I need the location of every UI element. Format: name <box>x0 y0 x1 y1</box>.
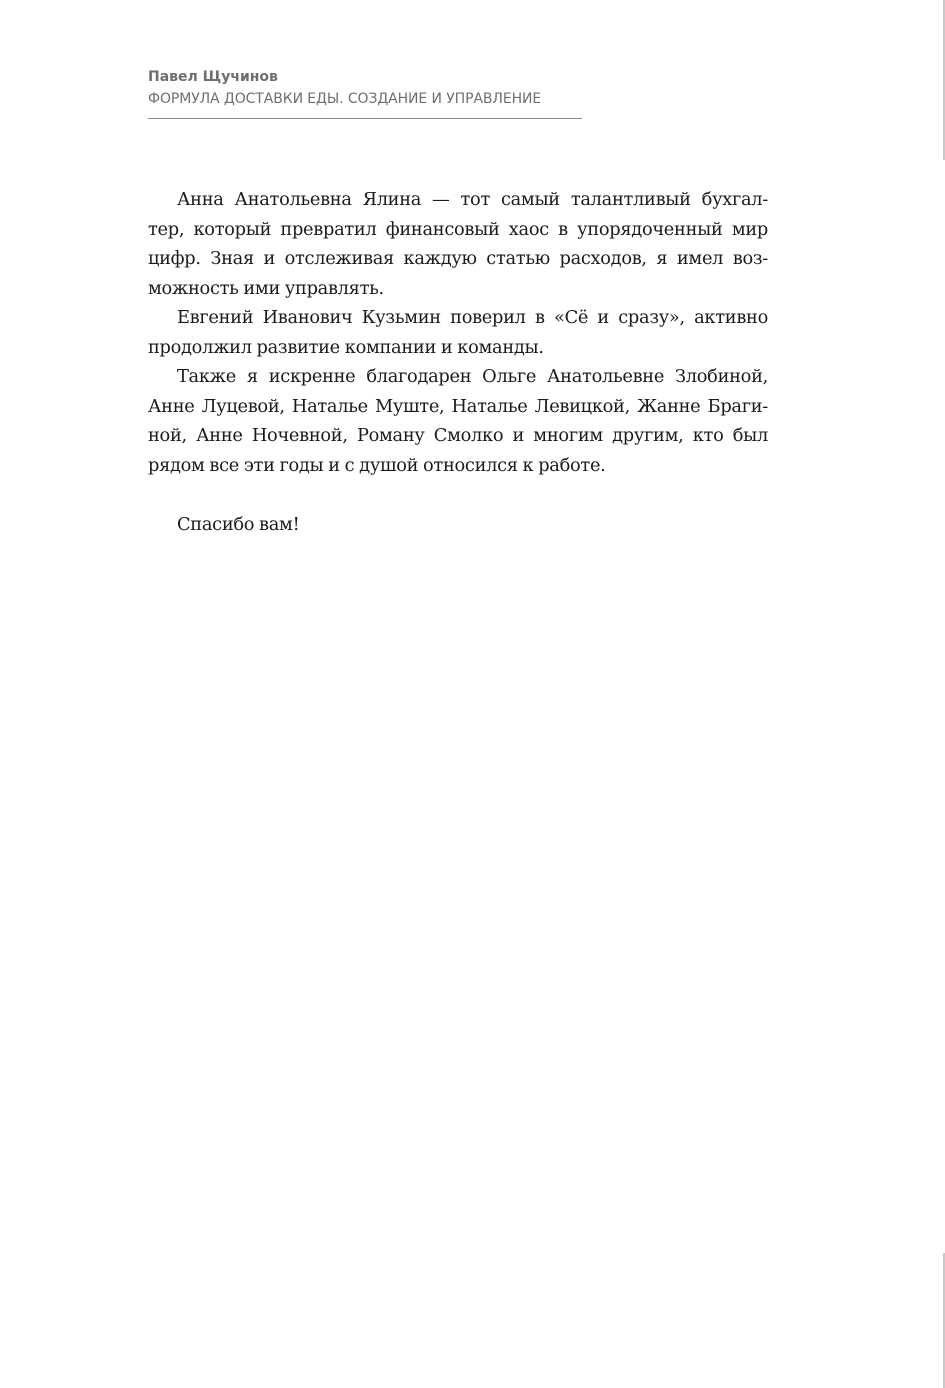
text-line: тер, который превратил финансовый хаос в упорядоченный мир <box>148 218 768 240</box>
running-header <box>148 66 582 119</box>
text-line: рядом все эти годы и с душой относился к работе. <box>148 454 606 476</box>
author-name: Павел Щучинов <box>148 69 278 85</box>
paragraph <box>148 303 768 362</box>
closing-paragraph <box>148 510 768 540</box>
paragraph-spacer <box>148 480 768 510</box>
closing-line: Спасибо вам! <box>177 513 300 535</box>
text-line: Также я искренне благодарен Ольге Анатольевне Злобиной, <box>177 366 768 387</box>
text-line: Евгений Иванович Кузьмин поверил в «Сё и сразу», активно <box>177 307 768 328</box>
paragraph <box>148 362 768 480</box>
text-line: цифр. Зная и отслеживая каждую статью расходов, я имел воз- <box>148 248 768 269</box>
text-line: Анне Луцевой, Наталье Муште, Наталье Левицкой, Жанне Браги- <box>148 395 768 417</box>
text-line: ной, Анне Ночевной, Роману Смолко и многим другим, кто был <box>148 425 768 446</box>
paragraph <box>148 185 768 303</box>
body-text <box>148 185 768 539</box>
text-line: можность ими управлять. <box>148 277 384 299</box>
book-title: ФОРМУЛА ДОСТАВКИ ЕДЫ. СОЗДАНИЕ И УПРАВЛЕНИЕ <box>148 91 542 107</box>
text-line: Анна Анатольевна Ялина — тот самый талантливый бухгал- <box>177 189 768 210</box>
text-line: продолжил развитие компании и команды. <box>148 336 544 358</box>
